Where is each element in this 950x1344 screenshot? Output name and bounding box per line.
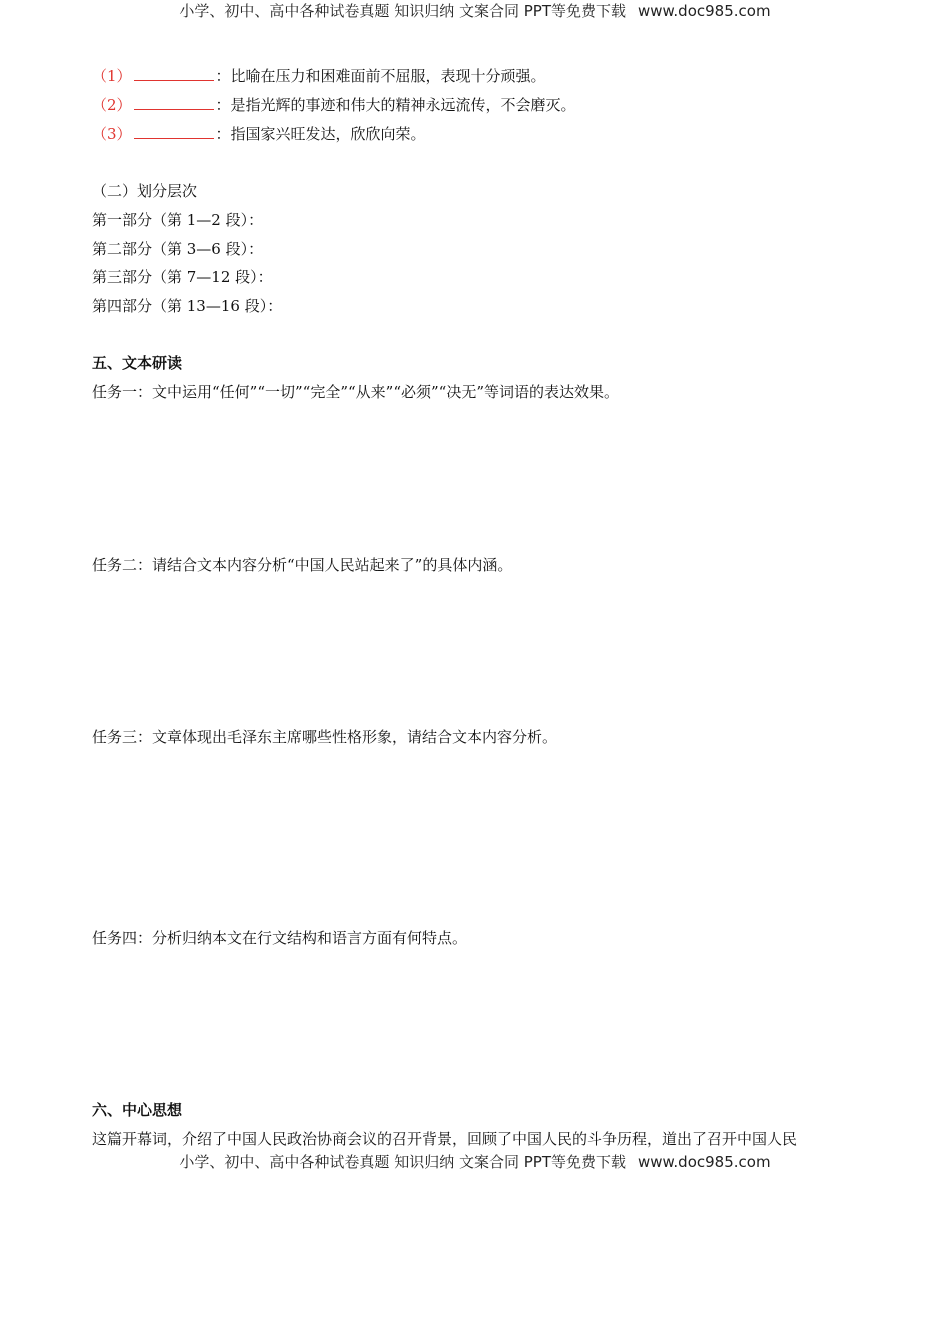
fill-item-2: [92, 95, 576, 115]
fill-item-text: ：比喻在压力和困难面前不屈服，表现十分顽强。: [215, 67, 546, 85]
central-idea-text: 这篇开幕词，介绍了中国人民政治协商会议的召开背景，回顾了中国人民的斗争历程，道出了召开中国人民: [92, 1130, 798, 1148]
answer-blank[interactable]: [134, 124, 214, 139]
section-five-heading: 五、文本研读: [92, 354, 183, 372]
answer-blank[interactable]: [134, 66, 214, 81]
fill-item-number: （1）: [92, 67, 132, 85]
fill-item-number: （2）: [92, 96, 132, 114]
task-1: 任务一：文中运用“任何”“一切”“完全”“从来”“必须”“决无”等词语的表达效果。: [92, 383, 620, 401]
task-4: 任务四：分析归纳本文在行文结构和语言方面有何特点。: [92, 929, 468, 947]
fill-item-1: [92, 66, 546, 86]
footer-url[interactable]: www.doc985.com: [637, 1153, 771, 1171]
fill-item-number: （3）: [92, 125, 132, 143]
fill-item-3: [92, 124, 426, 144]
layer-part-1: 第一部分（第 1—2 段）：: [92, 211, 264, 229]
answer-blank[interactable]: [134, 95, 214, 110]
section-six-heading: 六、中心思想: [92, 1101, 183, 1119]
fill-item-text: ：指国家兴旺发达，欣欣向荣。: [215, 125, 426, 143]
task-2: 任务二：请结合文本内容分析“中国人民站起来了”的具体内涵。: [92, 556, 513, 574]
layer-part-4: 第四部分（第 13—16 段）：: [92, 297, 283, 315]
task-3: 任务三：文章体现出毛泽东主席哪些性格形象，请结合文本内容分析。: [92, 728, 558, 746]
header-text: 小学、初中、高中各种试卷真题 知识归纳 文案合同 PPT等免费下载: [179, 2, 626, 20]
layer-part-2: 第二部分（第 3—6 段）：: [92, 240, 264, 258]
header-url[interactable]: www.doc985.com: [637, 2, 771, 20]
layer-part-3: 第三部分（第 7—12 段）：: [92, 268, 273, 286]
layers-title: （二）划分层次: [92, 182, 198, 200]
fill-item-text: ：是指光辉的事迹和伟大的精神永远流传，不会磨灭。: [215, 96, 576, 114]
footer-text: 小学、初中、高中各种试卷真题 知识归纳 文案合同 PPT等免费下载: [179, 1153, 626, 1171]
page-footer: [0, 1151, 950, 1172]
page-header: [0, 0, 950, 21]
